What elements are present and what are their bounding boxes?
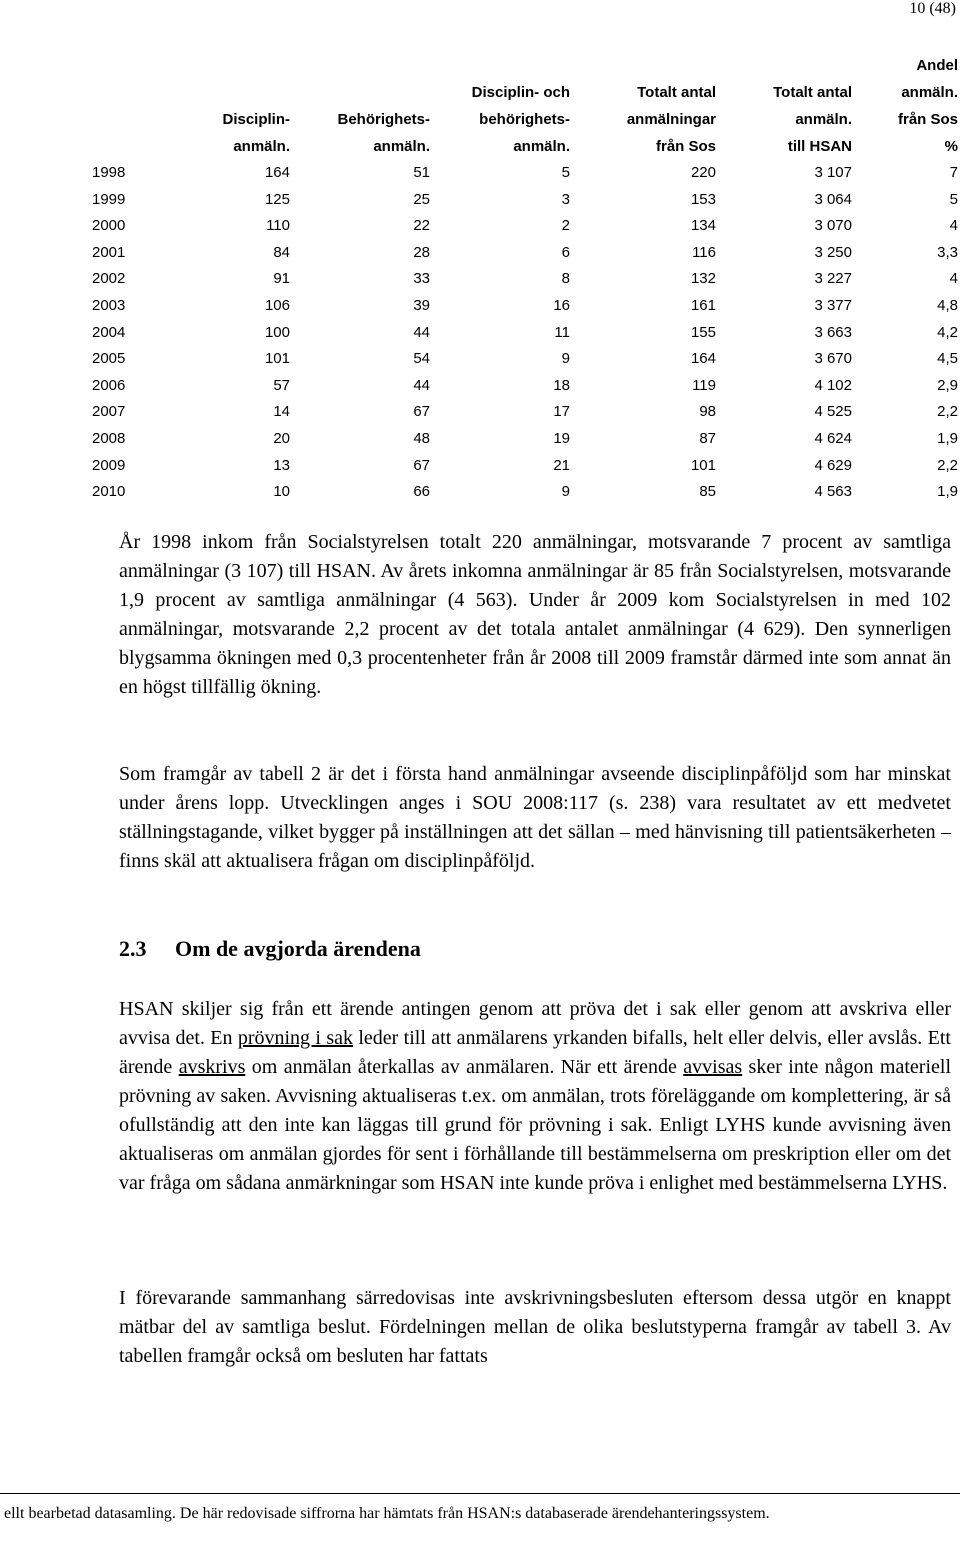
table-cell: 132 xyxy=(690,270,716,288)
table-year-cell: 2004 xyxy=(92,323,126,341)
table-cell: 2,2 xyxy=(937,456,958,474)
table-cell: 2,9 xyxy=(937,376,958,394)
statistics-table xyxy=(92,52,958,506)
term-avskrivs: avskrivs xyxy=(178,1056,246,1078)
paragraph-sos-reports xyxy=(119,528,951,702)
table-cell: 13 xyxy=(273,456,290,474)
text-segment: HSAN skiljer sig från ett ärende antingen genom att pröva det i sak eller genom att avskriva eller avvisa det. En xyxy=(119,998,951,1049)
text-segment: sker inte någon materiell prövning av saken. Avvisning aktualiseras t.ex. om anmälan, trots föreläggande om komplettering, är så ofullständig att den inte kan läggas till grund för prövning i sak. Enligt LYHS kunde avvisning även aktualiseras om anmälan gjordes för sent i förhållande till bestämmelserna om preskription eller om det var fråga om sådana anmärkningar som HSAN inte kunde pröva i enlighet med bestämmelserna LYHS. xyxy=(119,1056,951,1194)
table-year-cell: 2010 xyxy=(92,483,126,501)
table-cell: 20 xyxy=(273,429,290,447)
section-title: Om de avgjorda ärendena xyxy=(175,936,421,961)
paragraph-text: År 1998 inkom från Socialstyrelsen totalt 220 anmälningar, motsvarande 7 procent av samtliga anmälningar (3 107) till HSAN. Av årets inkomna anmälningar är 85 från Socialstyrelsen, motsvarande 1,9 procent av samtliga anmälningar (4 563). Under år 2009 kom Socialstyrelsen in med 102 anmälningar, motsvarande 2,2 procent av det totala antalet anmälningar (4 629). Den synnerligen blygsamma ökningen med 0,3 procentenheter från år 2008 till 2009 framstår därmed inte som annat än en högst tillfällig ökning. xyxy=(119,531,951,698)
table-cell: 11 xyxy=(554,323,570,341)
table-cell: 84 xyxy=(273,243,290,261)
table-cell: 91 xyxy=(273,270,290,288)
table-cell: 4 629 xyxy=(814,456,852,474)
table-cell: 67 xyxy=(413,403,430,421)
table-row xyxy=(92,213,958,240)
table-year-cell: 2001 xyxy=(92,243,126,261)
table-cell: 4,2 xyxy=(937,323,958,341)
header-totalt-till-hsan: Totalt antal anmäln. till HSAN xyxy=(773,84,852,155)
table-header-row xyxy=(92,52,958,160)
table-year-cell: 2007 xyxy=(92,403,126,421)
paragraph-decision-distribution xyxy=(119,1284,951,1371)
table-cell: 2,2 xyxy=(937,403,958,421)
paragraph-disciplinary-trend xyxy=(119,760,951,876)
table-cell: 220 xyxy=(690,164,716,181)
table-cell: 1,9 xyxy=(937,429,958,447)
table-year-cell: 1999 xyxy=(92,190,126,208)
table-row xyxy=(92,320,958,347)
table-year-cell: 2003 xyxy=(92,296,126,314)
paragraph-text: I förevarande sammanhang särredovisas inte avskrivningsbesluten eftersom dessa utgör en knappt mätbar del av samtliga beslut. Fördelningen mellan de olika beslutstyperna framgår av tabell 3. Av tabellen framgår också om besluten har fattats xyxy=(119,1287,951,1367)
table-cell: 33 xyxy=(413,270,430,288)
table-cell: 67 xyxy=(413,456,430,474)
table-cell: 106 xyxy=(264,296,290,314)
table-cell: 10 xyxy=(273,483,290,501)
table-cell: 9 xyxy=(561,350,570,368)
table-cell: 18 xyxy=(553,376,570,394)
page-number: 10 (48) xyxy=(909,0,956,17)
table-cell: 161 xyxy=(690,296,716,314)
table-year-cell: 2000 xyxy=(92,217,126,235)
table-cell: 87 xyxy=(699,429,716,447)
table-cell: 5 xyxy=(561,164,570,181)
table-year-cell: 2005 xyxy=(92,350,126,368)
table-cell: 54 xyxy=(413,350,430,368)
table-cell: 164 xyxy=(264,164,290,181)
table-cell: 119 xyxy=(692,376,716,394)
table-cell: 5 xyxy=(949,190,958,208)
table-cell: 7 xyxy=(949,164,958,181)
table-cell: 4 xyxy=(949,217,958,235)
table-cell: 125 xyxy=(264,190,290,208)
table-cell: 4 102 xyxy=(814,376,852,394)
table-cell: 116 xyxy=(692,243,716,261)
term-avvisas: avvisas xyxy=(683,1056,743,1078)
header-andel-procent: Andel anmäln. från Sos % xyxy=(897,57,958,155)
table-cell: 25 xyxy=(413,190,430,208)
table-cell: 3 107 xyxy=(814,164,852,181)
text-segment: om anmälan återkallas av anmälaren. När ett ärende xyxy=(245,1056,684,1078)
table-cell: 19 xyxy=(553,429,570,447)
table-cell: 17 xyxy=(553,403,570,421)
table-year-cell: 2006 xyxy=(92,376,126,394)
table-cell: 1,9 xyxy=(937,483,958,501)
table-cell: 3,3 xyxy=(937,243,958,261)
footnote-separator xyxy=(0,1493,960,1494)
table-cell: 4 xyxy=(949,270,958,288)
header-year xyxy=(92,52,150,160)
table-cell: 3 064 xyxy=(814,190,852,208)
table-row xyxy=(92,373,958,400)
table-row xyxy=(92,160,958,187)
table-row xyxy=(92,240,958,267)
table-cell: 98 xyxy=(699,403,716,421)
table-row xyxy=(92,346,958,373)
table-cell: 101 xyxy=(690,456,716,474)
table-cell: 28 xyxy=(413,243,430,261)
header-behorighet: Behörighets- anmäln. xyxy=(337,111,430,155)
table-year-cell: 1998 xyxy=(92,164,126,181)
term-provning-i-sak: prövning i sak xyxy=(237,1027,353,1049)
table-cell: 2 xyxy=(561,217,570,235)
table-row xyxy=(92,293,958,320)
table-cell: 6 xyxy=(561,243,570,261)
table-cell: 155 xyxy=(690,323,716,341)
table-cell: 9 xyxy=(561,483,570,501)
header-totalt-fran-sos: Totalt antal anmälningar från Sos xyxy=(626,84,716,155)
paragraph-text: Som framgår av tabell 2 är det i första hand anmälningar avseende disciplinpåföljd som har minskat under årens lopp. Utvecklingen anges i SOU 2008:117 (s. 238) vara resultatet av ett medvetet ställningstagande, vilket bygger på inställningen att det sällan – med hänvisning till patientsäkerheten – finns skäl att aktualisera frågan om disciplinpåföljd. xyxy=(119,763,951,872)
table-cell: 4 563 xyxy=(814,483,852,501)
table-cell: 22 xyxy=(413,217,430,235)
table-cell: 3 670 xyxy=(814,350,852,368)
table-cell: 85 xyxy=(699,483,716,501)
table-cell: 4 624 xyxy=(814,429,852,447)
table-row xyxy=(92,426,958,453)
section-heading xyxy=(119,934,421,964)
table-cell: 3 663 xyxy=(814,323,852,341)
header-disciplin: Disciplin- anmäln. xyxy=(222,111,290,155)
table-cell: 66 xyxy=(413,483,430,501)
table-cell: 100 xyxy=(264,323,290,341)
table-cell: 16 xyxy=(553,296,570,314)
table-cell: 110 xyxy=(266,217,290,235)
table-cell: 4,5 xyxy=(937,350,958,368)
table-cell: 57 xyxy=(273,376,290,394)
table-cell: 8 xyxy=(561,270,570,288)
table-row xyxy=(92,266,958,293)
table-row xyxy=(92,399,958,426)
table-row xyxy=(92,479,958,506)
table-cell: 164 xyxy=(690,350,716,368)
table-cell: 3 070 xyxy=(814,217,852,235)
paragraph-text xyxy=(119,995,951,1198)
table-row xyxy=(92,187,958,214)
table-year-cell: 2008 xyxy=(92,429,126,447)
table-cell: 39 xyxy=(413,296,430,314)
table-cell: 101 xyxy=(264,350,290,368)
table-cell: 153 xyxy=(690,190,716,208)
table-cell: 3 xyxy=(561,190,570,208)
table-cell: 44 xyxy=(413,323,430,341)
table-cell: 21 xyxy=(553,456,570,474)
table-cell: 51 xyxy=(413,164,430,181)
table-year-cell: 2002 xyxy=(92,270,126,288)
table-cell: 48 xyxy=(413,429,430,447)
table-cell: 44 xyxy=(413,376,430,394)
table-cell: 14 xyxy=(273,403,290,421)
table-cell: 4 525 xyxy=(814,403,852,421)
text-segment: leder till att anmälarens yrkanden bifalls, helt eller delvis, eller avslås. Ett ärende xyxy=(119,1027,951,1078)
header-disciplin-och-behorighet: Disciplin- och behörighets- anmäln. xyxy=(471,84,570,155)
table-year-cell: 2009 xyxy=(92,456,126,474)
table-row xyxy=(92,453,958,480)
table-cell: 134 xyxy=(690,217,716,235)
section-number: 2.3 xyxy=(119,936,147,961)
table-cell: 4,8 xyxy=(937,296,958,314)
table-cell: 3 227 xyxy=(814,270,852,288)
table-body xyxy=(92,160,958,506)
footnote: ellt bearbetad datasamling. De här redovisade siffrorna har hämtats från HSAN:s databaserade ärendehanteringssystem. xyxy=(4,1505,770,1522)
paragraph-decision-types xyxy=(119,995,951,1198)
table-cell: 3 377 xyxy=(814,296,852,314)
table-cell: 3 250 xyxy=(814,243,852,261)
